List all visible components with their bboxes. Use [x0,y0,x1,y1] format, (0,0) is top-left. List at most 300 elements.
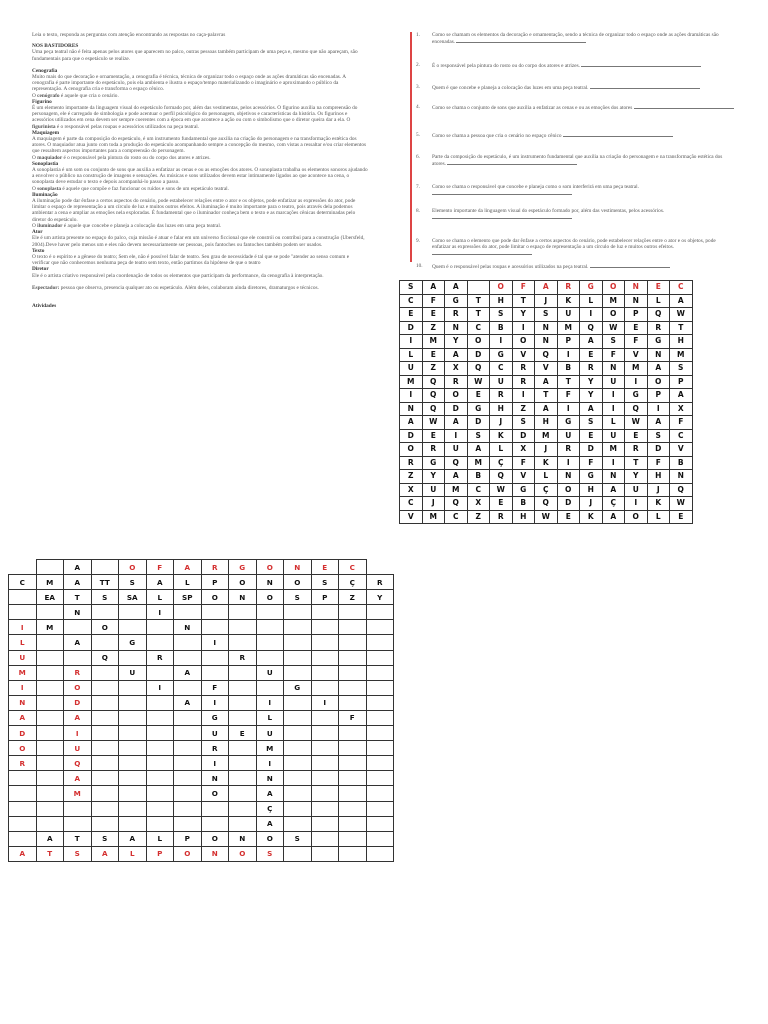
grid-cell[interactable]: Q [422,375,445,389]
answer-grid-cell[interactable]: O [256,560,284,575]
grid-cell[interactable]: Y [580,375,603,389]
answer-grid-cell[interactable]: O [9,741,37,756]
answer-grid-cell[interactable] [339,831,367,846]
grid-cell[interactable]: Z [467,510,490,524]
answer-grid-cell[interactable]: U [9,650,37,665]
grid-cell[interactable]: M [670,348,693,362]
answer-grid-cell[interactable] [366,650,394,665]
grid-cell[interactable]: N [445,321,468,335]
grid-cell[interactable]: N [535,321,558,335]
answer-grid-cell[interactable] [36,710,64,725]
grid-cell[interactable]: Q [467,362,490,376]
answer-grid-cell[interactable]: L [9,635,37,650]
grid-cell[interactable]: O [512,335,535,349]
answer-grid-cell[interactable]: A [146,575,174,590]
answer-grid-cell[interactable] [339,771,367,786]
answer-grid-cell[interactable] [311,710,339,725]
answer-grid-cell[interactable]: S [284,590,312,605]
answer-grid-cell[interactable] [229,605,257,620]
answer-grid-cell[interactable] [201,816,229,831]
grid-cell[interactable]: P [557,335,580,349]
answer-grid-cell[interactable]: A [119,831,147,846]
answer-grid-cell[interactable] [311,846,339,861]
answer-grid-cell[interactable] [146,710,174,725]
answer-grid-cell[interactable] [256,635,284,650]
grid-cell[interactable]: W [535,510,558,524]
answer-grid-cell[interactable] [119,605,147,620]
grid-cell[interactable]: W [625,416,648,430]
grid-cell[interactable]: S [580,416,603,430]
answer-grid-cell[interactable]: O [256,831,284,846]
answer-grid-cell[interactable] [311,635,339,650]
answer-grid-cell[interactable] [64,816,92,831]
grid-cell[interactable]: V [670,443,693,457]
answer-grid-cell[interactable] [146,816,174,831]
answer-grid-cell[interactable] [36,741,64,756]
answer-grid-cell[interactable] [284,846,312,861]
grid-cell[interactable]: D [467,416,490,430]
answer-grid-cell[interactable] [36,665,64,680]
grid-cell[interactable]: M [422,510,445,524]
answer-grid-cell[interactable] [36,816,64,831]
answer-grid-cell[interactable] [229,665,257,680]
grid-cell[interactable]: D [580,443,603,457]
answer-grid-cell[interactable] [91,816,119,831]
answer-grid-cell[interactable]: SP [174,590,202,605]
grid-cell[interactable]: T [467,294,490,308]
grid-cell[interactable]: A [647,416,670,430]
answer-grid-cell[interactable] [174,771,202,786]
grid-cell[interactable]: O [490,281,513,295]
answer-grid-cell[interactable] [174,816,202,831]
answer-grid-cell[interactable]: S [91,831,119,846]
answer-grid-cell[interactable] [9,771,37,786]
answer-grid-cell[interactable]: U [201,726,229,741]
answer-grid-cell[interactable]: G [201,710,229,725]
grid-cell[interactable]: Q [647,308,670,322]
grid-cell[interactable]: A [535,281,558,295]
answer-grid-cell[interactable] [366,695,394,710]
grid-cell[interactable]: U [625,483,648,497]
answer-grid-cell[interactable]: Z [339,590,367,605]
grid-cell[interactable]: N [400,402,423,416]
answer-grid-cell[interactable]: A [256,786,284,801]
answer-grid-cell[interactable]: N [201,771,229,786]
answer-grid-cell[interactable]: M [256,741,284,756]
grid-cell[interactable]: V [535,362,558,376]
grid-cell[interactable]: N [602,470,625,484]
answer-grid-cell[interactable] [256,605,284,620]
grid-cell[interactable]: A [445,348,468,362]
grid-cell[interactable]: C [400,497,423,511]
answer-grid-cell[interactable]: L [119,846,147,861]
answer-grid-cell[interactable] [339,726,367,741]
grid-cell[interactable]: A [647,362,670,376]
answer-grid-cell[interactable] [366,665,394,680]
answer-grid-cell[interactable] [174,650,202,665]
grid-cell[interactable]: B [490,321,513,335]
answer-grid-cell[interactable]: O [256,590,284,605]
answer-grid-cell[interactable]: A [9,846,37,861]
answer-grid-cell[interactable] [146,756,174,771]
grid-cell[interactable]: I [580,308,603,322]
answer-grid-cell[interactable] [311,756,339,771]
grid-cell[interactable]: B [467,470,490,484]
answer-blank[interactable] [590,84,700,89]
answer-grid-cell[interactable] [229,741,257,756]
grid-cell[interactable]: I [512,321,535,335]
answer-grid-cell[interactable] [36,726,64,741]
grid-cell[interactable]: I [625,375,648,389]
grid-cell[interactable]: H [670,335,693,349]
answer-blank[interactable] [432,214,572,219]
answer-grid-cell[interactable] [284,741,312,756]
answer-grid-cell[interactable]: O [119,560,147,575]
grid-cell[interactable]: I [400,335,423,349]
grid-cell[interactable]: D [400,321,423,335]
answer-grid-cell[interactable]: N [174,620,202,635]
grid-cell[interactable]: I [602,456,625,470]
answer-grid-cell[interactable]: P [201,575,229,590]
grid-cell[interactable]: I [445,429,468,443]
grid-cell[interactable]: S [647,429,670,443]
grid-cell[interactable]: I [602,389,625,403]
grid-cell[interactable]: N [647,348,670,362]
grid-cell[interactable]: T [670,321,693,335]
answer-grid-cell[interactable] [119,710,147,725]
answer-grid-cell[interactable] [91,665,119,680]
answer-grid-cell[interactable] [229,786,257,801]
answer-grid-cell[interactable] [284,771,312,786]
grid-cell[interactable]: I [647,402,670,416]
grid-cell[interactable]: O [602,281,625,295]
answer-grid-cell[interactable] [9,605,37,620]
answer-grid-cell[interactable] [201,620,229,635]
grid-cell[interactable]: P [647,389,670,403]
grid-cell[interactable]: U [602,375,625,389]
grid-cell[interactable]: J [490,416,513,430]
answer-grid-cell[interactable]: L [174,575,202,590]
answer-grid-cell[interactable] [311,620,339,635]
grid-cell[interactable]: I [557,402,580,416]
answer-grid-cell[interactable] [366,680,394,695]
answer-grid-cell[interactable]: I [64,726,92,741]
answer-blank[interactable] [456,38,586,43]
grid-cell[interactable]: K [535,456,558,470]
grid-cell[interactable]: L [580,294,603,308]
answer-grid-cell[interactable]: O [201,831,229,846]
grid-cell[interactable]: S [602,335,625,349]
answer-grid-cell[interactable] [339,635,367,650]
grid-cell[interactable]: M [602,294,625,308]
grid-cell[interactable]: S [512,416,535,430]
answer-grid-cell[interactable]: F [146,560,174,575]
answer-grid-cell[interactable] [9,590,37,605]
answer-grid-cell[interactable] [284,620,312,635]
grid-cell[interactable]: R [647,321,670,335]
answer-grid-cell[interactable]: L [256,710,284,725]
grid-cell[interactable]: U [557,429,580,443]
answer-grid-cell[interactable] [311,741,339,756]
grid-cell[interactable]: F [647,456,670,470]
answer-grid-cell[interactable] [229,816,257,831]
grid-cell[interactable] [467,281,490,295]
answer-grid-cell[interactable]: S [91,590,119,605]
answer-grid-cell[interactable]: I [146,605,174,620]
answer-grid-cell[interactable] [366,771,394,786]
grid-cell[interactable]: R [580,362,603,376]
answer-grid-cell[interactable] [339,650,367,665]
answer-grid-cell[interactable]: A [64,710,92,725]
grid-cell[interactable]: E [670,510,693,524]
grid-cell[interactable]: R [400,456,423,470]
grid-cell[interactable]: F [580,456,603,470]
answer-grid-cell[interactable] [256,650,284,665]
grid-cell[interactable]: J [647,483,670,497]
grid-cell[interactable]: U [422,483,445,497]
answer-grid-cell[interactable]: P [146,846,174,861]
answer-grid-cell[interactable]: I [201,635,229,650]
answer-grid-cell[interactable]: I [311,695,339,710]
grid-cell[interactable]: A [580,335,603,349]
answer-blank[interactable] [590,263,670,268]
answer-grid-cell[interactable]: O [229,575,257,590]
grid-cell[interactable]: W [602,321,625,335]
answer-grid-cell[interactable] [91,680,119,695]
grid-cell[interactable]: K [580,510,603,524]
grid-cell[interactable]: L [490,443,513,457]
grid-cell[interactable]: E [490,497,513,511]
answer-grid-cell[interactable] [339,605,367,620]
answer-grid-cell[interactable] [174,635,202,650]
grid-cell[interactable]: L [647,294,670,308]
answer-grid-cell[interactable] [366,846,394,861]
answer-grid-cell[interactable] [174,741,202,756]
answer-grid-cell[interactable] [146,695,174,710]
grid-cell[interactable]: V [512,348,535,362]
answer-grid-cell[interactable] [36,680,64,695]
grid-cell[interactable]: R [625,443,648,457]
grid-cell[interactable]: V [512,470,535,484]
answer-grid-cell[interactable] [9,560,37,575]
answer-grid-cell[interactable] [146,665,174,680]
answer-grid-cell[interactable] [366,816,394,831]
grid-cell[interactable]: B [670,456,693,470]
answer-grid-cell[interactable] [229,635,257,650]
answer-grid-cell[interactable] [64,620,92,635]
grid-cell[interactable]: C [445,510,468,524]
answer-grid-cell[interactable]: R [366,575,394,590]
grid-cell[interactable]: T [467,308,490,322]
grid-cell[interactable]: R [557,281,580,295]
grid-cell[interactable]: M [445,483,468,497]
answer-grid-cell[interactable] [64,650,92,665]
answer-grid-cell[interactable] [174,680,202,695]
grid-cell[interactable]: M [535,429,558,443]
grid-cell[interactable]: Y [580,389,603,403]
answer-grid-cell[interactable]: R [201,741,229,756]
grid-cell[interactable]: Q [422,389,445,403]
grid-cell[interactable]: V [400,510,423,524]
answer-grid-cell[interactable]: I [256,695,284,710]
grid-cell[interactable]: Z [422,321,445,335]
grid-cell[interactable]: U [602,429,625,443]
answer-grid-cell[interactable]: C [339,560,367,575]
grid-cell[interactable]: K [557,294,580,308]
grid-cell[interactable]: L [647,510,670,524]
answer-grid-cell[interactable]: A [256,816,284,831]
answer-grid-cell[interactable] [91,786,119,801]
grid-cell[interactable]: A [422,281,445,295]
grid-cell[interactable]: E [422,308,445,322]
answer-grid-cell[interactable] [174,605,202,620]
grid-cell[interactable]: G [557,416,580,430]
answer-blank[interactable] [432,250,532,255]
answer-grid-cell[interactable] [284,710,312,725]
grid-cell[interactable]: Ç [602,497,625,511]
answer-grid-cell[interactable] [366,605,394,620]
grid-cell[interactable]: Z [400,470,423,484]
answer-grid-cell[interactable]: S [256,846,284,861]
grid-cell[interactable]: U [557,308,580,322]
answer-grid-cell[interactable]: R [201,560,229,575]
grid-cell[interactable]: Q [535,497,558,511]
grid-cell[interactable]: E [557,510,580,524]
grid-cell[interactable]: Q [670,483,693,497]
grid-cell[interactable]: D [647,443,670,457]
grid-cell[interactable]: D [445,402,468,416]
answer-grid-cell[interactable]: N [284,560,312,575]
grid-cell[interactable]: G [580,281,603,295]
answer-grid-cell[interactable] [91,741,119,756]
grid-cell[interactable]: X [467,497,490,511]
answer-grid-cell[interactable] [174,756,202,771]
grid-cell[interactable]: Y [445,335,468,349]
grid-cell[interactable]: E [625,429,648,443]
grid-cell[interactable]: I [625,497,648,511]
grid-cell[interactable]: G [625,389,648,403]
answer-grid-cell[interactable]: P [174,831,202,846]
answer-grid-cell[interactable] [119,816,147,831]
grid-cell[interactable]: W [490,483,513,497]
grid-cell[interactable]: J [580,497,603,511]
grid-cell[interactable]: V [625,348,648,362]
grid-cell[interactable]: H [490,402,513,416]
answer-grid-cell[interactable]: N [201,846,229,861]
answer-grid-cell[interactable] [339,846,367,861]
answer-grid-cell[interactable] [119,726,147,741]
grid-cell[interactable]: R [422,443,445,457]
answer-grid-cell[interactable] [284,786,312,801]
grid-cell[interactable]: O [602,308,625,322]
answer-grid-cell[interactable]: I [9,620,37,635]
grid-cell[interactable]: N [602,362,625,376]
answer-grid-cell[interactable]: N [229,831,257,846]
answer-grid-cell[interactable] [311,665,339,680]
answer-grid-cell[interactable] [339,695,367,710]
grid-cell[interactable]: C [400,294,423,308]
answer-grid-cell[interactable]: S [119,575,147,590]
answer-grid-cell[interactable] [146,635,174,650]
grid-cell[interactable]: U [445,443,468,457]
answer-grid-cell[interactable] [36,605,64,620]
grid-cell[interactable]: Ç [490,456,513,470]
grid-cell[interactable]: G [467,402,490,416]
grid-cell[interactable]: Q [580,321,603,335]
answer-grid-cell[interactable] [366,801,394,816]
answer-grid-cell[interactable]: U [64,741,92,756]
answer-grid-cell[interactable]: O [91,620,119,635]
grid-cell[interactable]: B [557,362,580,376]
answer-grid-cell[interactable]: A [9,710,37,725]
grid-cell[interactable]: E [580,348,603,362]
answer-grid-cell[interactable] [229,710,257,725]
answer-grid-cell[interactable] [284,665,312,680]
answer-grid-cell[interactable]: F [201,680,229,695]
grid-cell[interactable]: G [490,348,513,362]
grid-cell[interactable]: D [557,497,580,511]
grid-cell[interactable]: O [467,335,490,349]
answer-grid-cell[interactable]: M [64,786,92,801]
answer-grid-cell[interactable]: A [64,771,92,786]
grid-cell[interactable]: M [557,321,580,335]
answer-grid-cell[interactable] [174,786,202,801]
answer-grid-cell[interactable] [36,650,64,665]
answer-grid-cell[interactable] [311,680,339,695]
answer-grid-cell[interactable]: A [36,831,64,846]
grid-cell[interactable]: N [557,470,580,484]
grid-cell[interactable]: A [602,510,625,524]
answer-grid-cell[interactable]: Ç [256,801,284,816]
answer-grid-cell[interactable] [64,801,92,816]
grid-cell[interactable]: A [670,294,693,308]
answer-grid-cell[interactable] [91,695,119,710]
grid-cell[interactable]: K [490,429,513,443]
answer-grid-cell[interactable]: Ç [339,575,367,590]
answer-grid-cell[interactable]: I [201,756,229,771]
grid-cell[interactable]: E [580,429,603,443]
grid-cell[interactable]: L [602,416,625,430]
answer-grid-cell[interactable] [174,710,202,725]
grid-cell[interactable]: M [625,362,648,376]
answer-grid-cell[interactable]: O [201,590,229,605]
grid-cell[interactable]: M [602,443,625,457]
answer-grid-cell[interactable] [91,710,119,725]
answer-grid-cell[interactable]: L [146,831,174,846]
grid-cell[interactable]: R [490,510,513,524]
answer-grid-cell[interactable] [284,726,312,741]
grid-cell[interactable]: J [535,294,558,308]
answer-grid-cell[interactable] [339,756,367,771]
answer-grid-cell[interactable]: Q [91,650,119,665]
answer-grid-cell[interactable]: U [119,665,147,680]
answer-grid-cell[interactable]: G [284,680,312,695]
answer-grid-cell[interactable] [36,801,64,816]
grid-cell[interactable]: H [490,294,513,308]
answer-grid-cell[interactable]: L [146,590,174,605]
grid-cell[interactable]: A [445,470,468,484]
answer-grid-cell[interactable]: A [174,695,202,710]
answer-grid-cell[interactable] [36,756,64,771]
answer-grid-cell[interactable] [339,816,367,831]
answer-grid-cell[interactable] [91,560,119,575]
answer-grid-cell[interactable] [36,786,64,801]
answer-grid-cell[interactable] [36,771,64,786]
answer-grid-cell[interactable] [366,831,394,846]
answer-grid-cell[interactable]: G [119,635,147,650]
grid-cell[interactable]: D [512,429,535,443]
answer-grid-cell[interactable] [9,786,37,801]
